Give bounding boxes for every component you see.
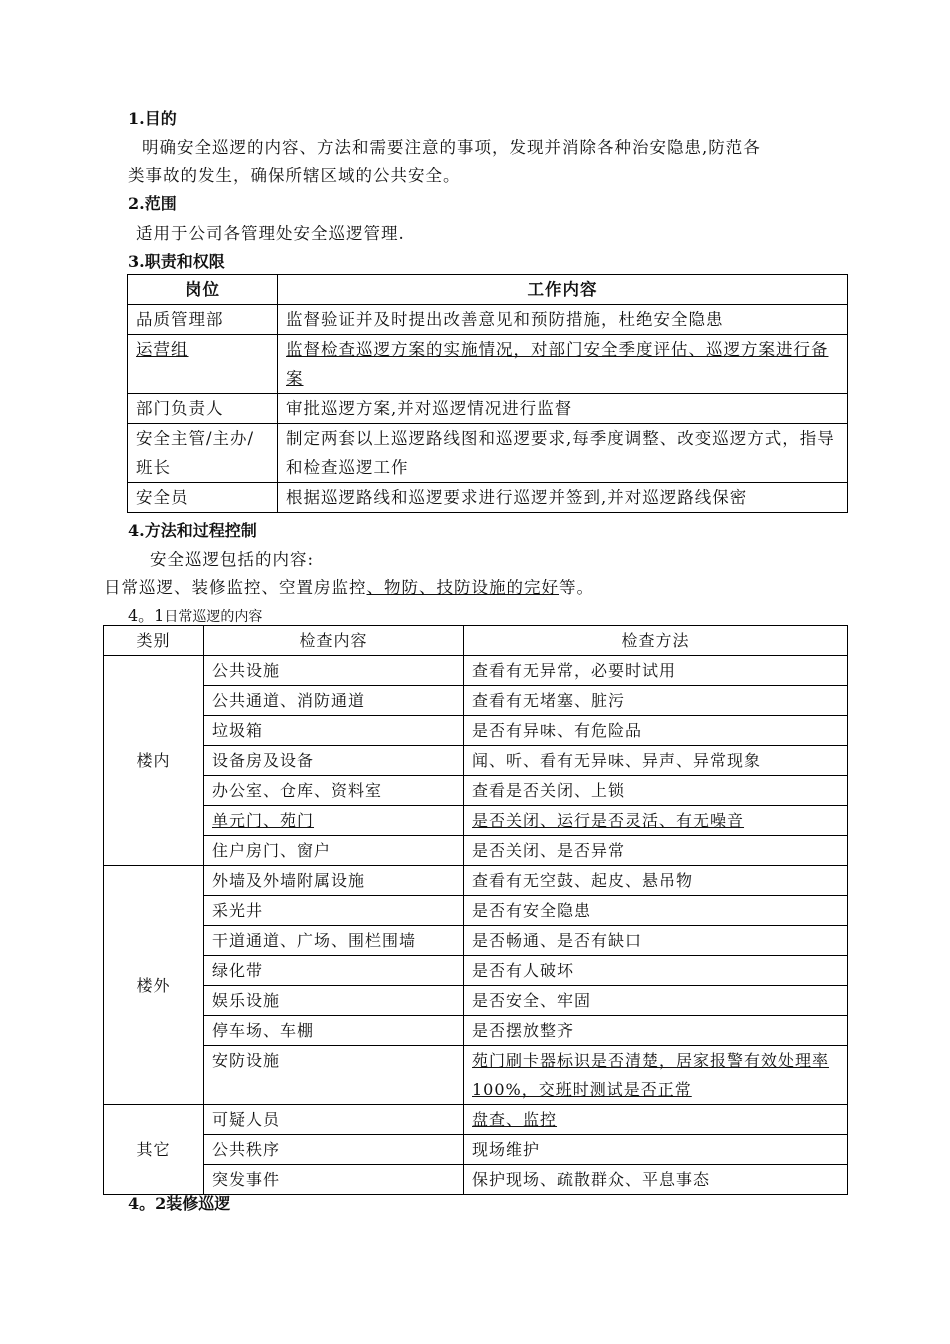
section-4-intro: 安全巡逻包括的内容: bbox=[150, 550, 315, 569]
item-cell: 公共通道、消防通道 bbox=[204, 686, 464, 716]
section-2-title: 2.范围 bbox=[128, 194, 177, 213]
item-cell: 采光井 bbox=[204, 896, 464, 926]
duty-cell: 审批巡逻方案,并对巡逻情况进行监督 bbox=[278, 394, 848, 424]
role-cell: 运营组 bbox=[136, 340, 189, 359]
method-cell: 现场维护 bbox=[464, 1135, 848, 1165]
table-row bbox=[104, 686, 848, 716]
method-cell: 查看有无堵塞、脏污 bbox=[464, 686, 848, 716]
method-cell: 苑门刷卡器标识是否清楚，居家报警有效处理率100%，交班时测试是否正常 bbox=[464, 1046, 848, 1105]
table-row bbox=[104, 836, 848, 866]
item-cell: 安防设施 bbox=[204, 1046, 464, 1105]
role-cell: 部门负责人 bbox=[128, 394, 278, 424]
category-cell: 楼内 bbox=[104, 656, 204, 866]
item-cell: 可疑人员 bbox=[204, 1105, 464, 1135]
item-cell: 突发事件 bbox=[204, 1165, 464, 1195]
header-role: 岗位 bbox=[128, 275, 278, 305]
table-row bbox=[128, 335, 848, 394]
method-part-b: 监控 bbox=[523, 1110, 558, 1129]
item-cell: 设备房及设备 bbox=[204, 746, 464, 776]
method-cell: 保护现场、疏散群众、平息事态 bbox=[464, 1165, 848, 1195]
section-2-text: 适用于公司各管理处安全巡逻管理. bbox=[136, 224, 405, 243]
method-cell: 是否关闭、运行是否灵活、有无噪音 bbox=[472, 811, 745, 830]
method-cell: 是否摆放整齐 bbox=[464, 1016, 848, 1046]
item-cell: 娱乐设施 bbox=[204, 986, 464, 1016]
method-cell: 查看有无空鼓、起皮、悬吊物 bbox=[464, 866, 848, 896]
table-row bbox=[104, 1105, 848, 1135]
category-cell: 其它 bbox=[104, 1105, 204, 1195]
duty-cell: 制定两套以上巡逻路线图和巡逻要求,每季度调整、改变巡逻方式，指导和检查巡逻工作 bbox=[278, 424, 848, 483]
table-row bbox=[104, 656, 848, 686]
category-cell: 楼外 bbox=[104, 866, 204, 1105]
method-cell: 是否关闭、是否异常 bbox=[464, 836, 848, 866]
section-41-num: 4。1 bbox=[128, 606, 165, 625]
section-1-title: 1.目的 bbox=[128, 109, 177, 128]
item-cell: 垃圾箱 bbox=[204, 716, 464, 746]
section-1-text-line1: 明确安全巡逻的内容、方法和需要注意的事项，发现并消除各种治安隐患,防范各 bbox=[142, 138, 761, 157]
table-row bbox=[104, 746, 848, 776]
duty-cell: 监督验证并及时提出改善意见和预防措施，杜绝安全隐患 bbox=[278, 305, 848, 335]
item-cell: 公共秩序 bbox=[204, 1135, 464, 1165]
table-row bbox=[104, 896, 848, 926]
item-cell: 干道通道、广场、围栏围墙 bbox=[204, 926, 464, 956]
table-row bbox=[104, 776, 848, 806]
item-cell: 单元门、苑门 bbox=[212, 811, 315, 830]
table-row bbox=[104, 956, 848, 986]
method-cell: 闻、听、看有无异味、异声、异常现象 bbox=[464, 746, 848, 776]
role-cell: 安全主管/主办/班长 bbox=[128, 424, 278, 483]
table-row bbox=[128, 394, 848, 424]
list-part-c: 等。 bbox=[559, 578, 594, 597]
list-part-a: 日常巡逻、装修监控、空置房监控 bbox=[104, 578, 367, 597]
item-cell: 绿化带 bbox=[204, 956, 464, 986]
item-cell: 外墙及外墙附属设施 bbox=[204, 866, 464, 896]
table-row bbox=[128, 424, 848, 483]
list-part-b: 、物防、技防设施的完好 bbox=[366, 578, 559, 597]
section-3-title: 3.职责和权限 bbox=[128, 252, 225, 271]
method-cell bbox=[464, 1105, 848, 1135]
table-row bbox=[104, 1165, 848, 1195]
table-row bbox=[128, 305, 848, 335]
table-row bbox=[128, 483, 848, 513]
duty-cell: 监督检查巡逻方案的实施情况，对部门安全季度评估、巡逻方案进行备案 bbox=[278, 335, 848, 394]
method-cell: 是否有安全隐患 bbox=[464, 896, 848, 926]
table-row bbox=[104, 806, 848, 836]
patrol-table bbox=[103, 625, 848, 1195]
header-method: 检查方法 bbox=[464, 626, 848, 656]
table-row bbox=[104, 986, 848, 1016]
roles-table bbox=[127, 274, 848, 513]
patrol-table-header bbox=[104, 626, 848, 656]
header-duty: 工作内容 bbox=[278, 275, 848, 305]
method-part-a: 盘查、 bbox=[472, 1110, 524, 1129]
section-1-text-line2: 类事故的发生，确保所辖区域的公共安全。 bbox=[128, 166, 461, 185]
item-cell: 办公室、仓库、资料室 bbox=[204, 776, 464, 806]
roles-table-header bbox=[128, 275, 848, 305]
method-cell: 是否安全、牢固 bbox=[464, 986, 848, 1016]
section-4-list bbox=[104, 574, 594, 598]
method-cell: 查看有无异常，必要时试用 bbox=[464, 656, 848, 686]
role-cell: 品质管理部 bbox=[128, 305, 278, 335]
header-category: 类别 bbox=[104, 626, 204, 656]
item-cell: 公共设施 bbox=[204, 656, 464, 686]
table-row bbox=[104, 1046, 848, 1105]
section-41-title bbox=[128, 603, 262, 626]
duty-cell: 根据巡逻路线和巡逻要求进行巡逻并签到,并对巡逻路线保密 bbox=[278, 483, 848, 513]
table-row bbox=[104, 1135, 848, 1165]
method-cell: 是否畅通、是否有缺口 bbox=[464, 926, 848, 956]
table-row bbox=[104, 1016, 848, 1046]
section-42-title: 4。2装修巡逻 bbox=[128, 1194, 231, 1213]
role-cell: 安全员 bbox=[128, 483, 278, 513]
method-cell: 查看是否关闭、上锁 bbox=[464, 776, 848, 806]
table-row bbox=[104, 926, 848, 956]
table-row bbox=[104, 866, 848, 896]
table-row bbox=[104, 716, 848, 746]
method-cell: 是否有人破坏 bbox=[464, 956, 848, 986]
method-cell: 是否有异味、有危险品 bbox=[464, 716, 848, 746]
section-4-title: 4.方法和过程控制 bbox=[128, 521, 257, 540]
header-item: 检查内容 bbox=[204, 626, 464, 656]
section-41-label: 日常巡逻的内容 bbox=[164, 609, 263, 625]
item-cell: 停车场、车棚 bbox=[204, 1016, 464, 1046]
item-cell: 住户房门、窗户 bbox=[204, 836, 464, 866]
